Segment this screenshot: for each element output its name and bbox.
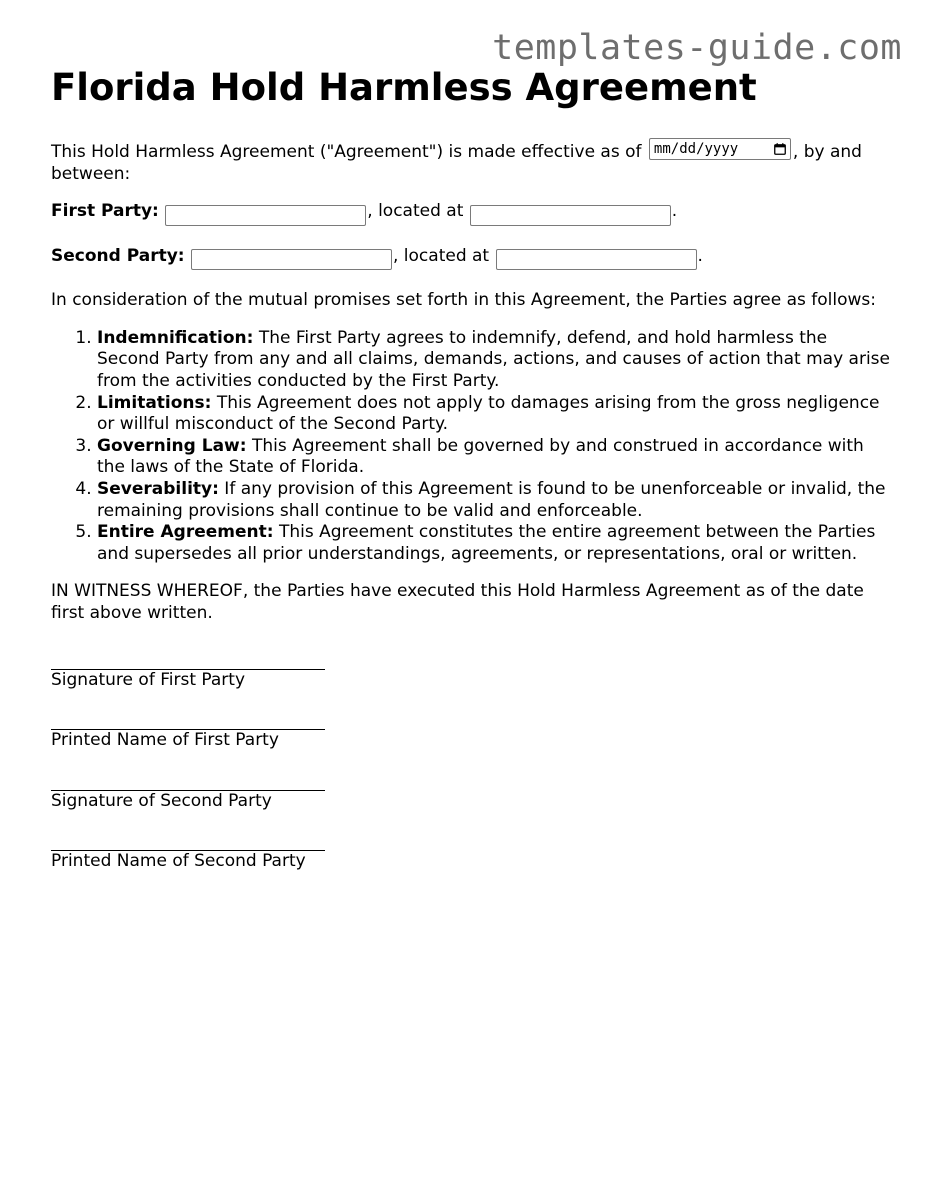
document-title: Florida Hold Harmless Agreement xyxy=(51,66,757,109)
intro-text: This Hold Harmless Agreement ("Agreement") is made effective as of xyxy=(51,142,642,162)
clause-text: This Agreement shall be governed by and construed in accordance with the laws of the State of Florida. xyxy=(97,435,864,478)
signature-line[interactable] xyxy=(51,649,325,670)
second-party-line xyxy=(51,246,891,271)
first-party-line xyxy=(51,201,891,226)
clause-item xyxy=(97,328,891,393)
clause-heading: Severability: xyxy=(97,478,219,499)
second-party-name-input[interactable] xyxy=(191,249,392,270)
first-party-address-input[interactable] xyxy=(470,205,671,226)
clause-heading: Limitations: xyxy=(97,392,212,413)
signature-line[interactable] xyxy=(51,830,325,851)
watermark: templates-guide.com xyxy=(492,28,902,68)
clause-heading: Entire Agreement: xyxy=(97,522,274,543)
date-placeholder: mm/dd/yyyy xyxy=(653,141,739,157)
clause-item xyxy=(97,522,891,565)
signature-label: Printed Name of Second Party xyxy=(51,851,306,872)
effective-date-input[interactable] xyxy=(649,138,791,160)
witness-paragraph: IN WITNESS WHEREOF, the Parties have executed this Hold Harmless Agreement as of the date first above written. xyxy=(51,581,864,623)
clause-text: The First Party agrees to indemnify, defend, and hold harmless the Second Party from any and all claims, demands, actions, and causes of action that may arise from the activities conducted by the First Party. xyxy=(97,327,890,391)
signature-label: Signature of First Party xyxy=(51,669,246,690)
clause-heading: Governing Law: xyxy=(97,435,247,456)
second-party-located-text: , located at xyxy=(393,245,490,266)
first-party-located-text: , located at xyxy=(367,201,464,222)
clause-text: If any provision of this Agreement is found to be unenforceable or invalid, the remaining provisions shall continue to be valid and enforceable. xyxy=(97,478,886,521)
first-party-label: First Party: xyxy=(51,201,159,222)
clause-item xyxy=(97,436,891,479)
consideration-paragraph: In consideration of the mutual promises set forth in this Agreement, the Parties agree as follows: xyxy=(51,290,876,311)
intro-text-end: , by and between: xyxy=(51,142,862,184)
first-party-name-input[interactable] xyxy=(165,205,366,226)
clause-heading: Indemnification: xyxy=(97,327,254,348)
signature-label: Signature of Second Party xyxy=(51,790,272,811)
signature-line[interactable] xyxy=(51,770,325,791)
clauses-list xyxy=(51,328,891,566)
second-party-label: Second Party: xyxy=(51,245,185,266)
calendar-icon[interactable] xyxy=(774,143,786,155)
signature-block xyxy=(51,649,891,873)
clause-text: This Agreement does not apply to damages arising from the gross negligence or willful misconduct of the Second Party. xyxy=(97,392,880,435)
signature-line[interactable] xyxy=(51,709,325,730)
clause-item xyxy=(97,479,891,522)
signature-second-party xyxy=(51,770,325,813)
clause-item xyxy=(97,393,891,436)
document-body xyxy=(51,62,891,891)
printed-name-second-party xyxy=(51,830,325,873)
first-party-period: . xyxy=(671,201,678,222)
clause-text: This Agreement constitutes the entire agreement between the Parties and supersedes all prior understandings, agreements, or representations, oral or written. xyxy=(97,522,876,564)
signature-label: Printed Name of First Party xyxy=(51,730,279,751)
printed-name-first-party xyxy=(51,709,325,752)
intro-paragraph xyxy=(51,138,891,185)
signature-first-party xyxy=(51,649,325,692)
second-party-period: . xyxy=(697,245,703,266)
second-party-address-input[interactable] xyxy=(496,249,697,270)
